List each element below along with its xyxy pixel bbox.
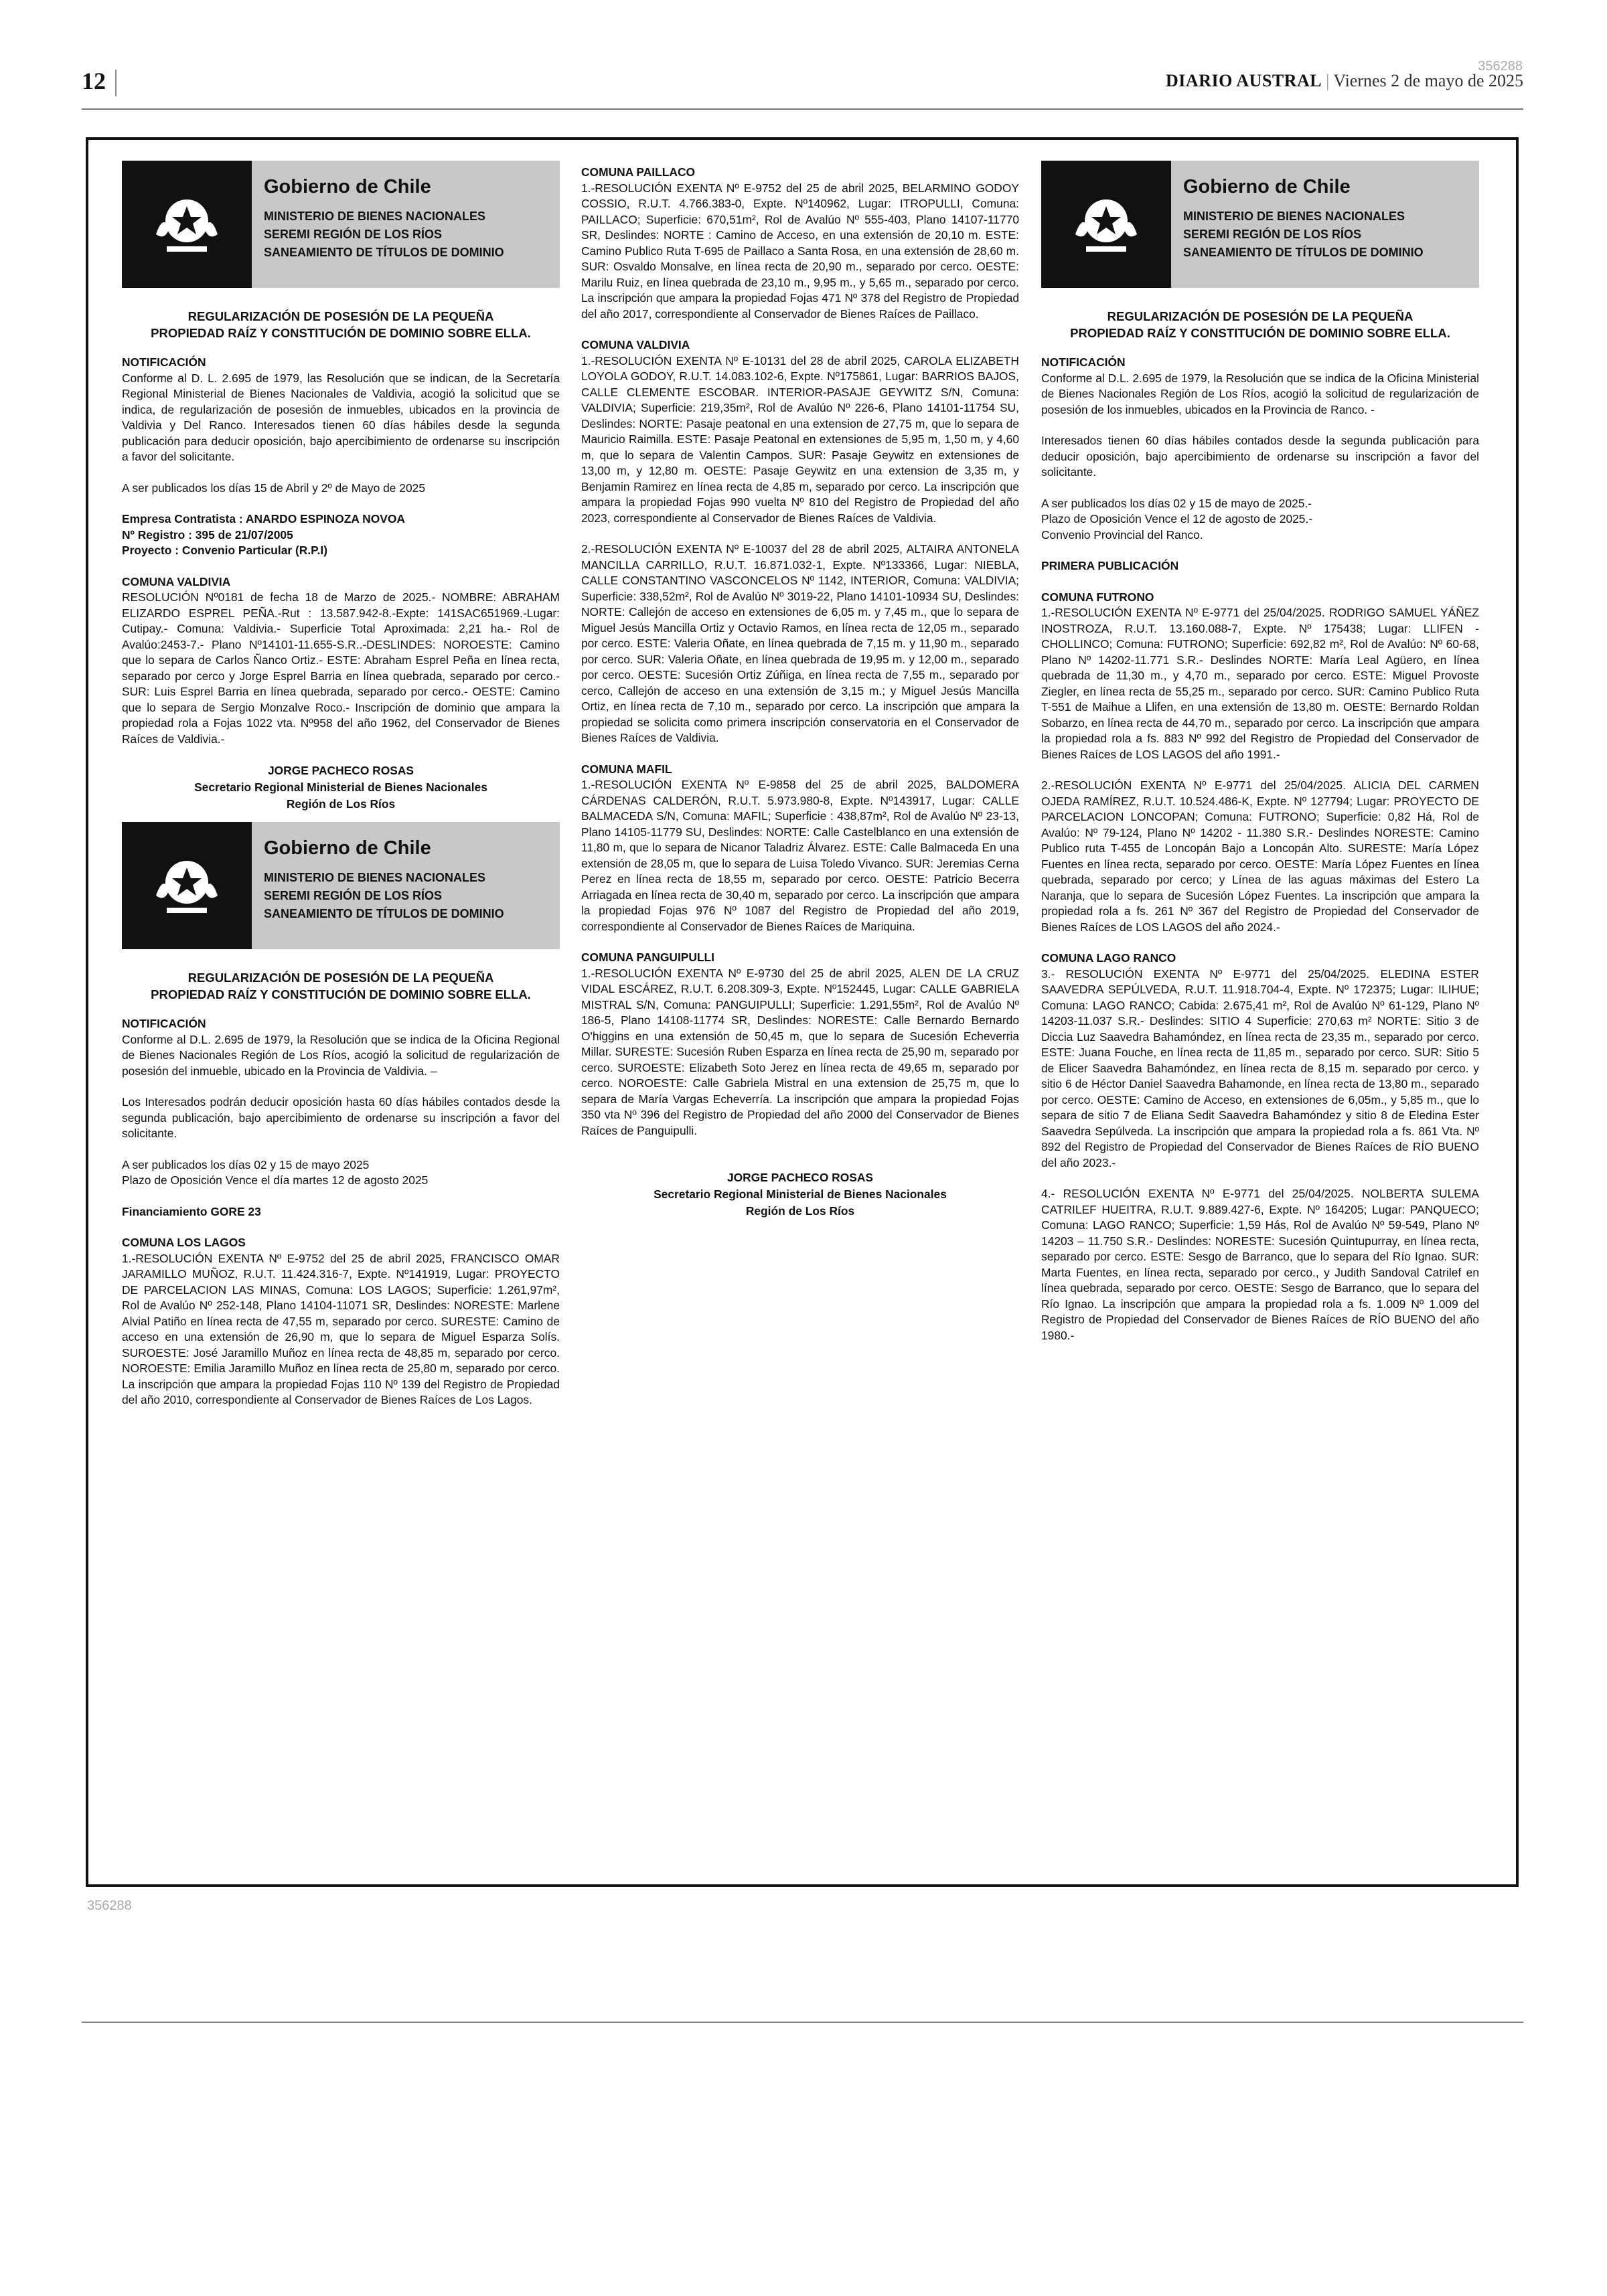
bottom-code: 356288 bbox=[87, 1898, 132, 1913]
signature-block: JORGE PACHECO ROSAS Secretario Regional Ministerial de Bienes Nacionales Región de Los Ríos bbox=[654, 1171, 947, 1218]
gob-banner bbox=[122, 822, 560, 949]
financing: Financiamiento GORE 23 bbox=[122, 1204, 261, 1218]
comuna-heading: COMUNA MAFIL bbox=[581, 762, 672, 776]
gob-line: MINISTERIO DE BIENES NACIONALES bbox=[264, 870, 486, 884]
publication-dates: A ser publicados los días 15 de Abril y 2º de Mayo de 2025 bbox=[122, 481, 425, 495]
notice-body: Los Interesados podrán deducir oposición hasta 60 días hábiles contados desde la segunda publicación, bajo apercibimiento de ordenarse su inscripción a favor del solicitante. bbox=[122, 1095, 560, 1140]
notice-body: Interesados tienen 60 días hábiles contados desde la segunda publicación para deducir oposición, bajo apercibimiento de ordenarse su inscripción a favor del solicitante. bbox=[1041, 434, 1479, 479]
footer-rule bbox=[82, 2022, 1523, 2023]
gob-line: SEREMI REGIÓN DE LOS RÍOS bbox=[1183, 227, 1362, 241]
gob-line: SANEAMIENTO DE TÍTULOS DE DOMINIO bbox=[264, 245, 504, 259]
resolution: 1.-RESOLUCIÓN EXENTA Nº E-9771 del 25/04/2025. RODRIGO SAMUEL YÁÑEZ INOSTROZA, R.U.T. 13.160.088-7, Expte. Nº 175438; Lugar: LLIFEN - CHOLLINCO; Comuna: FUTRONO; Superficie: 692,82 m², Rol de Avalúo: Nº 60-68, Plano Nº 14202-11.771 S.R.- Deslindes NORTE: María Leal Agüero, en línea quebrada de 11,30 m., y 4,70 m., separado por cerco. ESTE: Miguel Provoste Ziegler, en línea recta de 55,25 m., separado por cerco. SUR: Camino Publico Ruta T-551 de Maihue a Llifen, en una extensión de 13,80 m. OESTE: Bernardo Roldan Sobarzo, en línea recta de 44,70 m., separado por cerco. La inscripción que ampara la propiedad rola a fs. 883 Nº 992 del Registro de Propiedad del Conservador de Bienes Raíces de LOS LAGOS del año 1991.- bbox=[1041, 606, 1479, 761]
gob-title: Gobierno de Chile bbox=[264, 176, 431, 197]
resolution: 1.-RESOLUCIÓN EXENTA Nº E-10131 del 28 de abril 2025, CAROLA ELIZABETH LOYOLA GODOY, R.U.T. 14.083.102-6, Expte. Nº175861, Lugar: BARRIOS BAJOS, CALLE CLEMENTE ESCOBAR. INTERIOR-PASAJE GEYWITZ S/N, Comuna: VALDIVIA; Superficie: 219,35m², Rol de Avalúo Nº 226-6, Plano 14101-11754 SU, Deslindes: NORTE: Pasaje peatonal en una extension de 27,75 m, que lo separa de Mauricio Raimilla. ESTE: Pasaje Peatonal en extensiones de 5,95 m, 1,50 m, y 4,60 m, que lo separa de Valentin Campos. SUR: Pasaje Geywitz en extensiones de 13,00 m, y 12,80 m. OESTE: Pasaje Geywitz en una extension de 3,35 m, y Benjamin Ramirez en línea recta de 4,85 m, separado por cerco. La inscripción que ampara la propiedad Fojas 990 vuelta Nº 810 del Registro de Propiedad del año 2023, correspondiente al Conservador de Bienes Raíces de Valdivia. bbox=[581, 353, 1019, 525]
page-number: 12 bbox=[82, 68, 106, 94]
publication-dates: A ser publicados los días 02 y 15 de mayo de 2025.- bbox=[1041, 496, 1312, 510]
gob-line: MINISTERIO DE BIENES NACIONALES bbox=[1183, 209, 1405, 223]
gob-line: SANEAMIENTO DE TÍTULOS DE DOMINIO bbox=[1183, 245, 1424, 259]
publication-dates: A ser publicados los días 02 y 15 de mayo 2025 bbox=[122, 1157, 370, 1171]
comuna-heading: COMUNA VALDIVIA bbox=[122, 574, 231, 588]
comuna-heading: COMUNA PAILLACO bbox=[581, 165, 696, 179]
notice-body: Conforme al D. L. 2.695 de 1979, las Resolución que se indican, de la Secretaría Regional Ministerial de Bienes Nacionales de Valdivia, acogió la solicitud que se indica, de regularización de posesión de inmuebles, ubicados en la provincia de Valdivia y Del Ranco. Interesados tienen 60 días hábiles desde la segunda publicación para deducir oposición, bajo apercibimiento de ordenarse su inscripción a favor del solicitante. bbox=[122, 371, 560, 463]
top-code: 356288 bbox=[1478, 59, 1523, 74]
gob-banner bbox=[1041, 161, 1479, 288]
comuna-heading: COMUNA LOS LAGOS bbox=[122, 1236, 246, 1249]
column-3 bbox=[1041, 161, 1479, 1343]
page-number-divider bbox=[115, 70, 117, 96]
comuna-heading: COMUNA PANGUIPULLI bbox=[581, 951, 715, 964]
chile-coat-of-arms-icon bbox=[122, 822, 252, 949]
convenio: Convenio Provincial del Ranco. bbox=[1041, 527, 1203, 542]
gob-title: Gobierno de Chile bbox=[1183, 176, 1351, 197]
resolution: 1.-RESOLUCIÓN EXENTA Nº E-9858 del 25 de abril 2025, BALDOMERA CÁRDENAS CALDERÓN, R.U.T. 5.973.980-8, Expte. Nº143917, Lugar: CALLE BALMACEDA S/N, Comuna: MAFIL; Superficie : 438,87m², Rol de Avalúo Nº 23-13, Plano 14105-11779 SU, Deslindes: NORTE: Calle Castelblanco en una extensión de 11,80 m, que lo separa de Nicanor Taladriz Álvarez. ESTE: Calle Balmaceda En una extensión de 28,05 m, que lo separa de Luisa Toledo Vivanco. SUR: Jeremias Cerna Perez en línea recta de 18,55 m, separado por cerco. OESTE: Patricio Becerra Arriagada en línea recta de 30,40 m, separado por cerco. La inscripción que ampara la propiedad Fojas 976 Nº 1087 del Registro de Propiedad del año 2019, correspondiente al Conservador de Bienes Raíces de Mariquina. bbox=[581, 778, 1019, 933]
registry: Nº Registro : 395 de 21/07/2005 bbox=[122, 527, 293, 542]
resolution: 1.-RESOLUCIÓN EXENTA Nº E-9752 del 25 de abril 2025, FRANCISCO OMAR JARAMILLO MUÑOZ, R.U.T. 11.424.316-7, Expte. Nº141919, Lugar: PROYECTO DE PARCELACION LAS MINAS, Comuna: LOS LAGOS; Superficie: 1.261,97m², Rol de Avalúo Nº 252-148, Plano 14104-11071 SR, Deslindes: NORESTE: Marlene Alvial Patiño en línea recta de 47,55 m, separado por cerco. SURESTE: Camino de acceso en una extensión de 26,90 m, que lo separa de Miguel Esparza Solís. SUROESTE: José Jaramillo Muñoz en línea recta de 48,85 m, separado por cerco. NOROESTE: Emilia Jaramillo Muñoz en línea recta de 25,80 m, separado por cerco. La inscripción que ampara la propiedad Fojas 110 Nº 139 del Registro de Propiedad del año 2010, correspondiente al Conservador de Bienes Raíces de Los Lagos. bbox=[122, 1251, 560, 1406]
column-2 bbox=[581, 165, 1019, 1220]
header-rule bbox=[82, 108, 1523, 110]
gob-line: SEREMI REGIÓN DE LOS RÍOS bbox=[264, 888, 443, 902]
regul-heading: REGULARIZACIÓN DE POSESIÓN DE LA PEQUEÑA PROPIEDAD RAÍZ Y CONSTITUCIÓN DE DOMINIO SOBRE ELLA. bbox=[151, 309, 531, 340]
resolution: RESOLUCIÓN Nº0181 de fecha 18 de Marzo de 2025.- NOMBRE: ABRAHAM ELIZARDO ESPREL PEÑA.-Rut : 13.587.942-8.-Expte: 141SAC651969.-Lugar: Cutipay.- Comuna: Valdivia.- Superficie Total Aproximada: 2,21 ha.- Rol de Avalúo:2453-7.- Plano Nº14101-11.655-S.R..-DESLINDES: NOROESTE: Camino que lo separa de Carlos Ñanco Ortiz.- ESTE: Abraham Esprel Peña en línea recta, separado por cerco y Jorge Esprel Barria en línea quebrada, separado por cerco.-SUR: Luis Esprel Barria en línea quebrada, separado por cerco.- OESTE: Camino que lo separa de Sergio Monzalve Roco.- Inscripción de dominio que ampara la propiedad rola a Fojas 1022 vta. Nº958 del año 1962, del Conservador de Bienes Raíces de Valdivia.- bbox=[122, 590, 560, 746]
resolution: 4.- RESOLUCIÓN EXENTA Nº E-9771 del 25/04/2025. NOLBERTA SULEMA CATRILEF HUEITRA, R.U.T. 9.889.427-6, Expte. Nº 164205; Lugar: PANQUECO; Comuna: LAGO RANCO; Superficie: 1,59 Hás, Rol de Avalúo Nº 59-549, Plano Nº 14203 – 11.750 S.R.- Deslindes: NORESTE: Sucesión Quintupurray, en línea recta, separado por cerco. ESTE: Sesgo de Barranco, que lo separa del Río Ignao. SUR: Marta Fuentes, en línea recta, separado por cerco., y Judith Sandoval Catrilef en línea quebrada, separado por cerco. OESTE: Sesgo de Barranco, que lo separa del Río Ignao. La inscripción que ampara la propiedad rola a fs. 1.009 Nº 1.009 del Registro de Propiedad del Conservador de Bienes Raíces de RÍO BUENO del año 1980.- bbox=[1041, 1187, 1479, 1342]
opposition-deadline: Plazo de Oposición Vence el día martes 12 de agosto 2025 bbox=[122, 1173, 429, 1187]
regul-heading: REGULARIZACIÓN DE POSESIÓN DE LA PEQUEÑA PROPIEDAD RAÍZ Y CONSTITUCIÓN DE DOMINIO SOBRE ELLA. bbox=[151, 971, 531, 1001]
resolution: 1.-RESOLUCIÓN EXENTA Nº E-9752 del 25 de abril 2025, BELARMINO GODOY COSSIO, R.U.T. 4.766.383-0, Expte. Nº140962, Lugar: ITROPULLI, Comuna: PAILLACO; Superficie: 670,51m², Rol de Avalúo Nº 555-403, Plano 14107-11770 SR, Deslindes: NORTE : Camino de Acceso, en una extensión de 20,10 m. ESTE: Camino Publico Ruta T-695 de Paillaco a Santa Rosa, en una extensión de 28,60 m. SUR: Osvaldo Monsalve, en línea recta de 20,90 m., separado por cerco. OESTE: Marilu Ruiz, en línea quebrada de 23,10 m., 9,95 m., y 5,65 m., separado por cerco. La inscripción que ampara la propiedad Fojas 471 Nº 378 del Registro de Propiedad del año 2017, correspondiente al Conservador de Bienes Raíces de Paillaco. bbox=[581, 181, 1019, 321]
comuna-heading: COMUNA FUTRONO bbox=[1041, 590, 1154, 604]
signature-block: JORGE PACHECO ROSAS Secretario Regional Ministerial de Bienes Nacionales Región de Los Ríos bbox=[194, 764, 487, 811]
notice-body: Conforme al D.L. 2.695 de 1979, la Resolución que se indica de la Oficina Ministerial de Bienes Nacionales Región de Los Ríos, acogió la solicitud de regularización de posesión de los inmuebles, ubicados en la Provincia de Ranco. - bbox=[1041, 371, 1479, 416]
chile-coat-of-arms-icon bbox=[122, 161, 252, 288]
gob-text-block bbox=[1171, 161, 1479, 288]
contractor: Empresa Contratista : ANARDO ESPINOZA NOVOA bbox=[122, 512, 405, 525]
column-1 bbox=[122, 161, 560, 1408]
gob-text-block bbox=[252, 822, 560, 949]
masthead: DIARIO AUSTRAL | Viernes 2 de mayo de 2025 bbox=[1166, 71, 1523, 90]
comuna-heading: COMUNA VALDIVIA bbox=[581, 338, 690, 351]
gob-line: SANEAMIENTO DE TÍTULOS DE DOMINIO bbox=[264, 906, 504, 920]
comuna-heading: COMUNA LAGO RANCO bbox=[1041, 951, 1176, 965]
resolution: 2.-RESOLUCIÓN EXENTA Nº E-9771 del 25/04/2025. ALICIA DEL CARMEN OJEDA RAMÍREZ, R.U.T. 10.524.486-K, Expte. Nº 127794; Lugar: PROYECTO DE PARCELACION LONCOPAN; Comuna: FUTRONO; Superficie: 0,82 Há, Rol de Avalúo: Nº 79-124, Plano Nº 14202 - 11.380 S.R.- Deslindes NORESTE: Camino Publico ruta T-455 de Loncopán Bajo a Loncopán Alto. SURESTE: María López Fuentes en línea recta, separado por cerco. OESTE: María López Fuentes en línea quebrada, separado por cerco; y Línea de las aguas máximas del Estero La Naranja, que lo separa de Sucesión López Fuentes. La inscripción que ampara la propiedad rola a fs. 261 Nº 367 del Registro de Propiedad del Conservador de Bienes Raíces de LOS LAGOS del año 2024.- bbox=[1041, 778, 1479, 934]
chile-coat-of-arms-icon bbox=[1041, 161, 1171, 288]
notification-heading: NOTIFICACIÓN bbox=[122, 1017, 206, 1030]
first-publication-heading: PRIMERA PUBLICACIÓN bbox=[1041, 559, 1179, 572]
resolution: 2.-RESOLUCIÓN EXENTA Nº E-10037 del 28 de abril 2025, ALTAIRA ANTONELA MANCILLA CARRILLO, R.U.T. 16.871.032-1, Expte. Nº133366, Lugar: NIEBLA, CALLE CONSTANTINO VASCONCELOS Nº 1142, INTERIOR, Comuna: VALDIVIA; Superficie: 338,52m², Rol de Avalúo Nº 3019-22, Plano 14101-10934 SU, Deslindes: NORTE: Callejón de acceso en extensiones de 6,05 m. y 7,45 m., que lo separa de Miguel Jesús Mancilla Ortiz y Octavio Ramos, en línea recta de 12,05 m., separado por cerco. ESTE: Valeria Oñate, en línea quebrada de 7,15 m. y 11,90 m., separado por cerco. SUR: Valeria Oñate, en línea quebrada de 19,95 m. y 12,00 m., separado por cerco. OESTE: Sucesión Ortiz Zúñiga, en línea recta de 7,55 m., separado por cerco, Callejón de acceso en una extensión de 3,15 m.; y Miguel Jesús Mancilla Ortiz, en línea recta de 7,10 m., separado por cerco. La inscripción que ampara la propiedad se solicita como primera inscripción conservatoria en el Conservador de Bienes Raíces de Valdivia. bbox=[581, 542, 1019, 744]
gob-title: Gobierno de Chile bbox=[264, 837, 431, 859]
gob-line: SEREMI REGIÓN DE LOS RÍOS bbox=[264, 227, 443, 241]
notice-body: Conforme al D.L. 2.695 de 1979, la Resolución que se indica de la Oficina Regional de Bienes Nacionales Región de Los Ríos, acogió la solicitud de regularización de posesión del inmueble, ubicado en la Provincia de Valdivia. – bbox=[122, 1032, 560, 1078]
resolution: 3.- RESOLUCIÓN EXENTA Nº E-9771 del 25/04/2025. ELEDINA ESTER SAAVEDRA SEPÚLVEDA, R.U.T. 11.918.704-4, Expte. Nº 172375; Lugar: ILIHUE; Comuna: LAGO RANCO; Cabida: 2.675,41 m², Rol de Avalúo Nº 61-129, Plano Nº 14203-11.037 S.R.- Deslindes: SITIO 4 Superficie: 270,63 m² NORTE: Sitio 3 de Diccia Luz Saavedra Bahamóndez, en línea recta de 23,35 m., separado por cerco. ESTE: Juana Fouche, en línea recta de 11,85 m., separado por cerco. SUR: Sitio 5 de Elicer Saavedra Bahamóndez, en línea recta de 8,15 m. separado por cerco. y sitio 6 de Héctor Daniel Saavedra Bahamonde, en línea recta de 13,80 m., separado por cerco. OESTE: Camino de Acceso, en extensiones de 6,05m., y 5,85 m., que lo separa de sitio 7 de Eliana Sedit Saavedra Bahamóndez y sitio 8 de Eledina Ester Saavedra Sepúlveda. La inscripción que ampara la propiedad rola a fs. 861 Vta. Nº 892 del Registro de Propiedad del Conservador de Bienes Raíces de RÍO BUENO del año 2023.- bbox=[1041, 967, 1479, 1169]
regul-heading: REGULARIZACIÓN DE POSESIÓN DE LA PEQUEÑA PROPIEDAD RAÍZ Y CONSTITUCIÓN DE DOMINIO SOBRE ELLA. bbox=[1070, 309, 1450, 340]
gob-banner bbox=[122, 161, 560, 288]
notification-heading: NOTIFICACIÓN bbox=[122, 355, 206, 369]
paper-name: DIARIO AUSTRAL bbox=[1166, 71, 1322, 90]
resolution: 1.-RESOLUCIÓN EXENTA Nº E-9730 del 25 de abril 2025, ALEN DE LA CRUZ VIDAL ESCÁREZ, R.U.T. 6.208.309-3, Expte. Nº152445, Lugar: CALLE GABRIELA MISTRAL S/N, Comuna: PANGUIPULLI; Superficie: 1.291,55m², Rol de Avalúo Nº 186-5, Plano 14108-11774 SR, Deslindes: NORESTE: Calle Bernardo Bernardo O'higgins en una extensión de 50,45 m, que lo separa de Sucesión Echeverria Millar. SURESTE: Sucesión Ruben Esparza en línea recta de 25,90 m, separado por cerco. SUROESTE: Elizabeth Soto Jerez en línea recta de 49,65 m, separado por cerco. NOROESTE: Calle Gabriela Mistral en una extension de 25,75 m, que lo separa de María Vargas Echeverría. La inscripción que ampara la propiedad Fojas 350 vta Nº 396 del Registro de Propiedad del año 2000 del Conservador de Bienes Raíces de Panguipulli. bbox=[581, 966, 1019, 1137]
opposition-deadline: Plazo de Oposición Vence el 12 de agosto de 2025.- bbox=[1041, 512, 1313, 525]
issue-date: Viernes 2 de mayo de 2025 bbox=[1333, 71, 1523, 90]
notification-heading: NOTIFICACIÓN bbox=[1041, 355, 1126, 369]
project: Proyecto : Convenio Particular (R.P.I) bbox=[122, 544, 327, 557]
gob-text-block bbox=[252, 161, 560, 288]
gob-line: MINISTERIO DE BIENES NACIONALES bbox=[264, 209, 486, 223]
